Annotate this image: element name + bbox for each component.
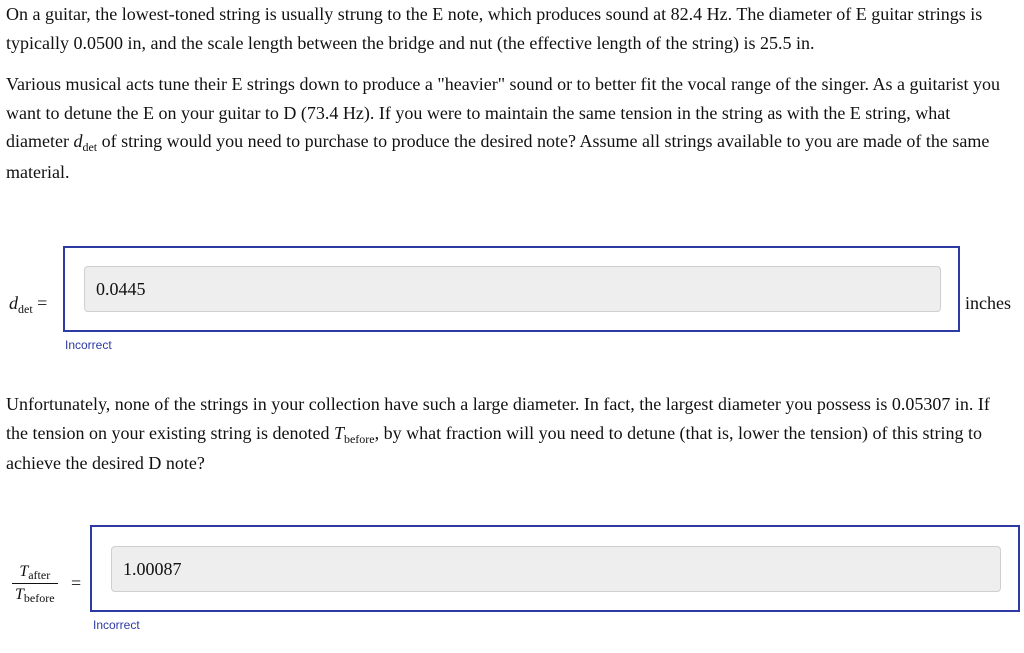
answer2-fraction-label	[12, 561, 58, 606]
fraction-numerator: Tafter	[12, 561, 58, 584]
problem-text-1: On a guitar, the lowest-toned string is usually strung to the E note, which produces sound at 82.4 Hz. The diameter of E guitar strings is typically 0.0500 in, and the scale length between the bridge and nut (the effective length of the string) is 25.5 in.	[6, 4, 983, 53]
answer2-box	[90, 525, 1020, 612]
problem-text-3a: Unfortunately, none of the strings in your collection have such a large diameter. In fact, the largest diameter you possess is 0.05307 in. If the tension on your existing string is denoted	[6, 394, 990, 443]
var-t-before: $T_{before}$	[333, 422, 375, 446]
problem-paragraph-3	[6, 390, 1011, 478]
problem-paragraph-1	[6, 0, 1011, 57]
answer2-equals: =	[71, 573, 82, 593]
answer2-status: Incorrect	[93, 618, 140, 632]
answer1-unit: inches	[965, 293, 1011, 313]
fraction-denominator: Tbefore	[15, 586, 55, 605]
problem-text-2b: of string would you need to purchase to produce the desired note? Assume all strings available to you are made of the same material.	[6, 131, 990, 182]
problem-text-2a: Various musical acts tune their E strings down to produce a "heavier" sound or to better fit the vocal range of the singer. As a guitarist you want to detune the E on your guitar to D (73.4 Hz). If you were to maintain the same tension in the string as with the E string, what diameter	[6, 74, 1000, 151]
answer1-input[interactable]: 0.0445	[84, 266, 941, 312]
answer1-equals: =	[37, 293, 48, 313]
answer2-input[interactable]: 1.00087	[111, 546, 1001, 592]
problem-paragraph-2	[6, 70, 1011, 186]
answer1-status: Incorrect	[65, 338, 112, 352]
problem-text-3b: , by what fraction will you need to detune (that is, lower the tension) of this string to achieve the desired D note?	[6, 422, 983, 473]
answer1-box	[63, 246, 960, 332]
var-d-det: $d_{det}$	[73, 131, 98, 154]
answer1-label: $d_{det}$ =	[9, 293, 48, 316]
